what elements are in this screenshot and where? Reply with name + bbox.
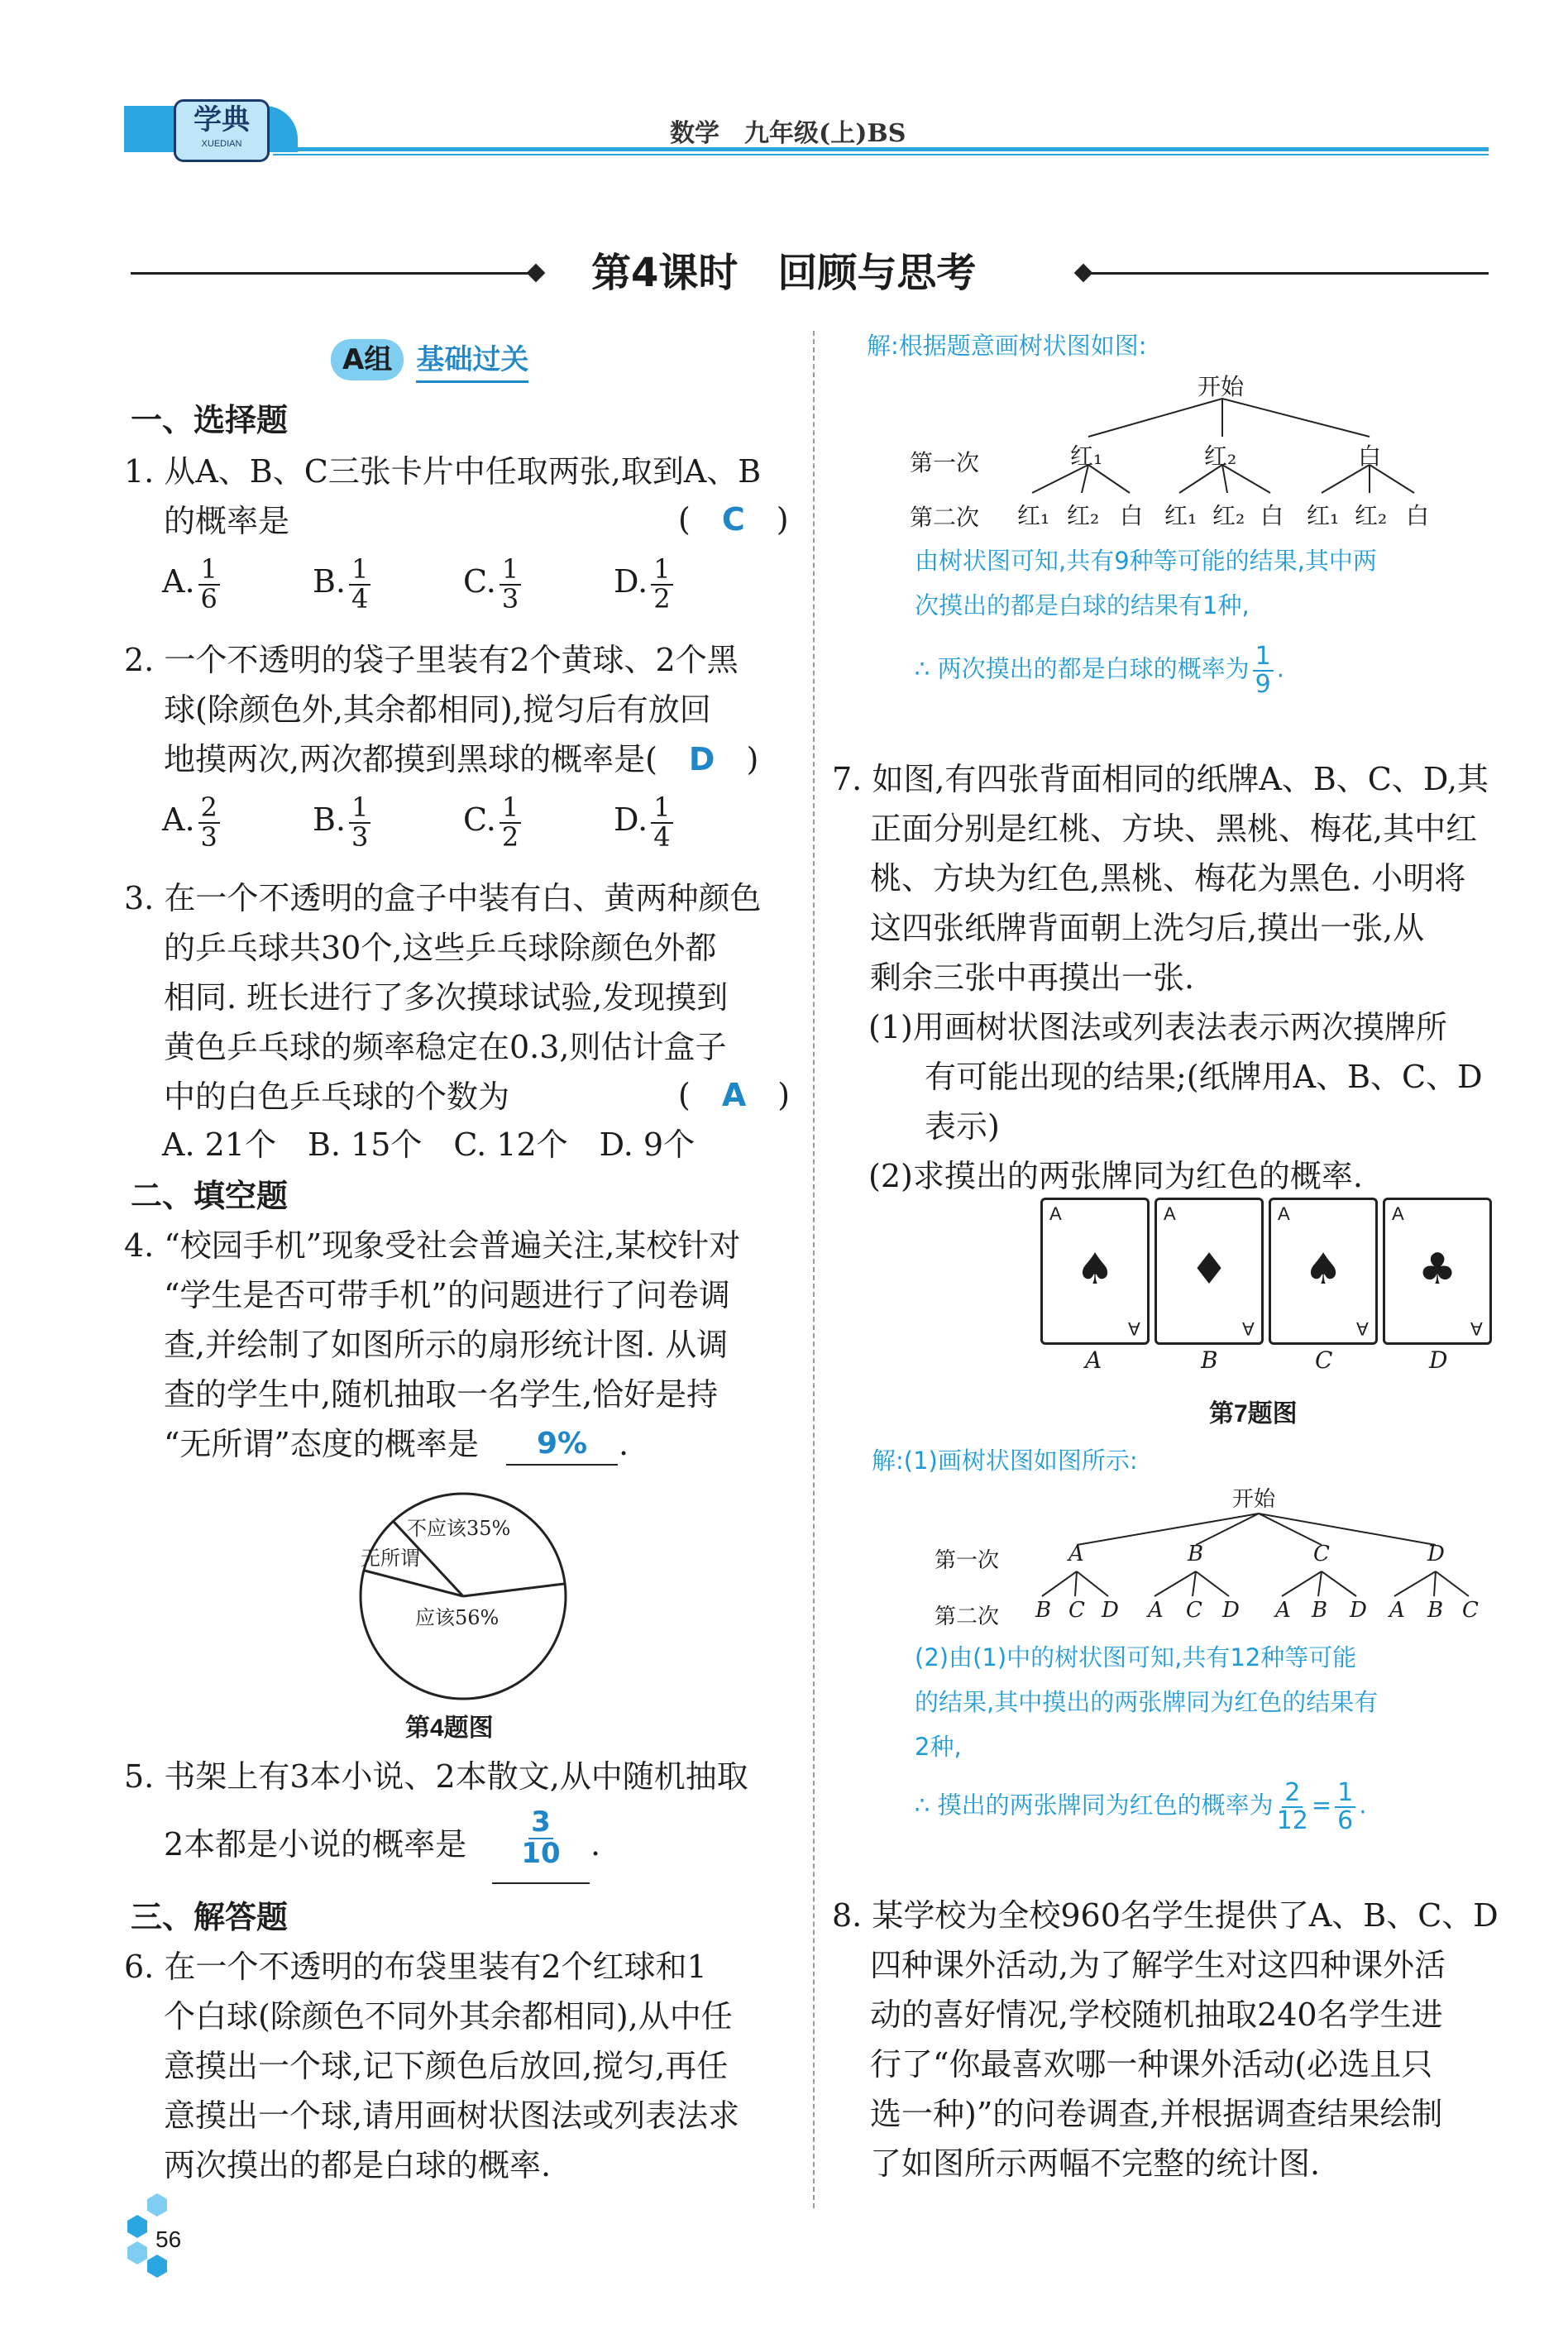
q1-opt-b: B. $\frac{1}{4}$ (313, 556, 463, 613)
q2-line3: 地摸两次,两次都摸到黑球的概率是( D ) (164, 741, 759, 777)
sol7-text3: 2种, (915, 1733, 962, 1761)
pie-chart (356, 1489, 571, 1704)
sol7-l2-6: A (1275, 1598, 1291, 1623)
title-diamond-left (527, 264, 546, 283)
q7-caption: 第7题图 (1209, 1400, 1298, 1428)
q2-line1: 2. 一个不透明的袋子里装有2个黄球、2个黑 (124, 642, 739, 678)
q7-line2: 正面分别是红桃、方块、黑桃、梅花,其中红 (870, 811, 1478, 847)
header-subject: 数学 九年级(上)BS (670, 119, 906, 148)
sol7-l2-5: D (1222, 1598, 1240, 1623)
sol7-text2: 的结果,其中摸出的两张牌同为红色的结果有 (915, 1688, 1379, 1716)
q3-line5: 中的白色乒乓球的个数为 (164, 1078, 510, 1115)
group-badge (331, 339, 528, 380)
sol6-intro: 解:根据题意画树状图如图: (867, 332, 1147, 360)
group-badge-tag: A组 (331, 339, 404, 380)
spade-icon: ♠ (1075, 1245, 1115, 1294)
card-label-b: B (1201, 1346, 1218, 1374)
diamond-icon: ♦ (1189, 1245, 1229, 1294)
q4-line4: 查的学生中,随机抽取一名学生,恰好是持 (164, 1376, 719, 1413)
q8-line4: 行了“你最喜欢哪一种课外活动(必选且只 (870, 2046, 1433, 2083)
sol7-second-label: 第二次 (935, 1604, 1000, 1629)
q6-line4: 意摸出一个球,请用画树状图法或列表法求 (164, 2097, 740, 2134)
q1-options (162, 553, 676, 615)
q7-line4: 这四张纸牌背面朝上洗匀后,摸出一张,从 (870, 910, 1425, 946)
q4-line1: 4. “校园手机”现象受社会普遍关注,某校针对 (124, 1227, 741, 1264)
card-label-c: C (1315, 1346, 1333, 1374)
q2-line2: 球(除颜色外,其余都相同),搅匀后有放回 (164, 691, 711, 728)
sol7-tree-lines (1025, 1512, 1489, 1611)
sol7-l2-8: D (1350, 1598, 1367, 1623)
spade-icon: ♠ (1303, 1245, 1343, 1294)
sol7-intro: 解:(1)画树状图如图所示: (872, 1447, 1138, 1475)
club-icon: ♣ (1417, 1245, 1457, 1294)
q8-line3: 动的喜好情况,学校随机抽取240名学生进 (870, 1997, 1443, 2033)
q5-period: . (590, 1826, 601, 1863)
sol7-l2-2: D (1102, 1598, 1119, 1623)
q8-line1: 8. 某学校为全校960名学生提供了A、B、C、D (832, 1897, 1499, 1934)
q3-answer: A (721, 1077, 747, 1113)
sol7-l1-1: B (1188, 1542, 1204, 1566)
playing-card-d: A A ♣ (1383, 1198, 1492, 1345)
playing-card-b: A A ♦ (1154, 1198, 1264, 1345)
q4-answer-blank (506, 1424, 618, 1466)
sol6-l2-0: 红₁ (1017, 502, 1050, 529)
pie-label-no: 不应该35% (407, 1517, 511, 1540)
q7-sub1-line2: 有可能出现的结果;(纸牌用A、B、C、D (925, 1059, 1483, 1095)
sol6-l1-2: 白 (1358, 442, 1382, 470)
sol7-l2-4: C (1186, 1598, 1202, 1623)
q4-line3: 查,并绘制了如图所示的扇形统计图. 从调 (164, 1327, 729, 1363)
q1-line2: 的概率是 (164, 503, 290, 539)
q8-line6: 了如图所示两幅不完整的统计图. (870, 2145, 1321, 2182)
page-number: 56 (155, 2226, 182, 2252)
sol6-text1: 由树状图可知,共有9种等可能的结果,其中两 (915, 547, 1377, 575)
group-label: 基础过关 (416, 339, 528, 383)
q7-sub2: (2)求摸出的两张牌同为红色的概率. (868, 1158, 1363, 1194)
q1-line1: 1. 从A、B、C三张卡片中任取两张,取到A、B (124, 453, 762, 490)
q1-opt-d: D. $\frac{1}{2}$ (614, 556, 676, 613)
q2-answer: D (688, 741, 715, 777)
q3-line4: 黄色乒乓球的频率稳定在0.3,则估计盒子 (164, 1029, 727, 1065)
sol7-start: 开始 (1232, 1487, 1276, 1512)
sol7-l2-7: B (1312, 1598, 1328, 1623)
q8-line5: 选一种)”的问卷调查,并根据调查结果绘制 (870, 2096, 1443, 2132)
q3-line2: 的乒乓球共30个,这些乒乓球除颜色外都 (164, 930, 717, 966)
q2-opt-b: B. $\frac{1}{3}$ (313, 794, 463, 851)
pie-slice-boundary-no (463, 1584, 565, 1596)
sol7-l2-11: C (1462, 1598, 1479, 1623)
q5-line1: 5. 书架上有3本小说、2本散文,从中随机抽取 (124, 1758, 748, 1795)
q1-opt-c: C. $\frac{1}{3}$ (463, 556, 614, 613)
sol6-l2-4: 红₂ (1212, 502, 1245, 529)
playing-card-c: A A ♠ (1269, 1198, 1378, 1345)
q3-options: A. 21个 B. 15个 C. 12个 D. 9个 (162, 1126, 696, 1163)
q5-answer: $\frac{3}{10}$ (521, 1805, 561, 1870)
q2-opt-c: C. $\frac{1}{2}$ (463, 794, 614, 851)
card-label-d: D (1429, 1346, 1448, 1374)
q3-line1: 3. 在一个不透明的盒子中装有白、黄两种颜色 (124, 880, 762, 916)
q2-options (162, 791, 676, 853)
title-rule-left (131, 272, 536, 275)
sol7-l1-3: D (1427, 1542, 1445, 1566)
sol7-l2-3: A (1148, 1598, 1164, 1623)
q7-sub1-line1: (1)用画树状图法或列表法表示两次摸牌所 (868, 1009, 1447, 1045)
q4-line5: “无所谓”态度的概率是 (164, 1426, 479, 1462)
sol6-start: 开始 (1198, 373, 1245, 400)
column-divider (813, 331, 815, 2208)
q1-answer: C (721, 501, 745, 538)
pie-label-indifferent: 无所谓 (361, 1547, 420, 1570)
sol7-first-label: 第一次 (935, 1548, 1000, 1573)
q1-opt-a: A. $\frac{1}{6}$ (162, 556, 313, 613)
sol7-l1-2: C (1313, 1542, 1330, 1566)
q7-line3: 桃、方块为红色,黑桃、梅花为黑色. 小明将 (870, 860, 1466, 897)
q7-line5: 剩余三张中再摸出一张. (870, 959, 1195, 996)
header-logo (174, 99, 270, 162)
q2-opt-d: D. $\frac{1}{4}$ (614, 794, 676, 851)
q3-line3: 相同. 班长进行了多次摸球试验,发现摸到 (164, 979, 729, 1016)
section-answer: 三、解答题 (131, 1899, 289, 1935)
q5-answer-blank (492, 1805, 590, 1884)
section-choice: 一、选择题 (131, 402, 289, 438)
sol6-l2-5: 白 (1260, 502, 1284, 529)
sol7-l2-1: C (1068, 1598, 1085, 1623)
page-title: 第4课时 回顾与思考 (591, 250, 977, 296)
sol6-l1-1: 红₂ (1204, 442, 1237, 470)
q8-line2: 四种课外活动,为了解学生对这四种课外活 (870, 1947, 1446, 1983)
q3-bracket: ( A ) (678, 1077, 791, 1113)
sol7-l2-0: B (1035, 1598, 1052, 1623)
q7-sub1-line3: 表示) (925, 1108, 1000, 1145)
q2-opt-a: A. $\frac{2}{3}$ (162, 794, 313, 851)
sol7-l1-0: A (1068, 1542, 1084, 1566)
header-rule-thin (273, 154, 1489, 155)
q5-line2: 2本都是小说的概率是 (164, 1826, 467, 1863)
q1-bracket: ( C ) (678, 501, 789, 538)
q7-line1: 7. 如图,有四张背面相同的纸牌A、B、C、D,其 (832, 761, 1489, 797)
q6-line1: 6. 在一个不透明的布袋里装有2个红球和1 (124, 1949, 707, 1985)
pie-slice-boundary-yes (364, 1571, 463, 1596)
q4-period: . (619, 1426, 629, 1462)
sol6-text2: 次摸出的都是白球的结果有1种, (915, 591, 1250, 619)
card-label-a: A (1085, 1346, 1102, 1374)
sol7-text4: ∴ 摸出的两张牌同为红色的概率为 $\frac{2}{12}$ = $\frac{1}{6}$ . (915, 1778, 1367, 1835)
sol6-l2-8: 白 (1406, 502, 1430, 529)
sol7-l2-10: B (1427, 1598, 1444, 1623)
sol6-l2-1: 红₂ (1067, 502, 1100, 529)
q4-line2: “学生是否可带手机”的问题进行了问卷调 (164, 1277, 730, 1313)
q6-line3: 意摸出一个球,记下颜色后放回,搅匀,再任 (164, 2048, 729, 2084)
sol6-l2-6: 红₁ (1307, 502, 1340, 529)
sol6-l2-3: 红₁ (1164, 502, 1198, 529)
title-rule-right (1083, 272, 1489, 275)
sol6-l2-7: 红₂ (1355, 502, 1388, 529)
sol6-second-label: 第二次 (910, 504, 980, 531)
sol6-l2-2: 白 (1120, 502, 1144, 529)
header (0, 83, 1568, 157)
sol6-first-label: 第一次 (910, 449, 980, 476)
logo-sub: XUEDIAN (201, 139, 242, 149)
q4-answer: 9% (536, 1427, 588, 1461)
section-fill: 二、填空题 (131, 1178, 289, 1214)
sol7-text1: (2)由(1)中的树状图可知,共有12种等可能 (915, 1643, 1357, 1671)
sol6-text3: ∴ 两次摸出的都是白球的概率为 $\frac{1}{9}$ . (915, 642, 1284, 699)
q6-line5: 两次摸出的都是白球的概率. (164, 2147, 552, 2183)
playing-card-a: A A ♠ (1040, 1198, 1150, 1345)
sol6-l1-0: 红₁ (1070, 442, 1103, 470)
logo-text: 学典 (194, 103, 250, 136)
q4-caption: 第4题图 (405, 1714, 494, 1742)
sol7-l2-9: A (1389, 1598, 1405, 1623)
pie-label-yes: 应该56% (415, 1606, 500, 1629)
q6-line2: 个白球(除颜色不同外其余都相同),从中任 (164, 1998, 733, 2035)
